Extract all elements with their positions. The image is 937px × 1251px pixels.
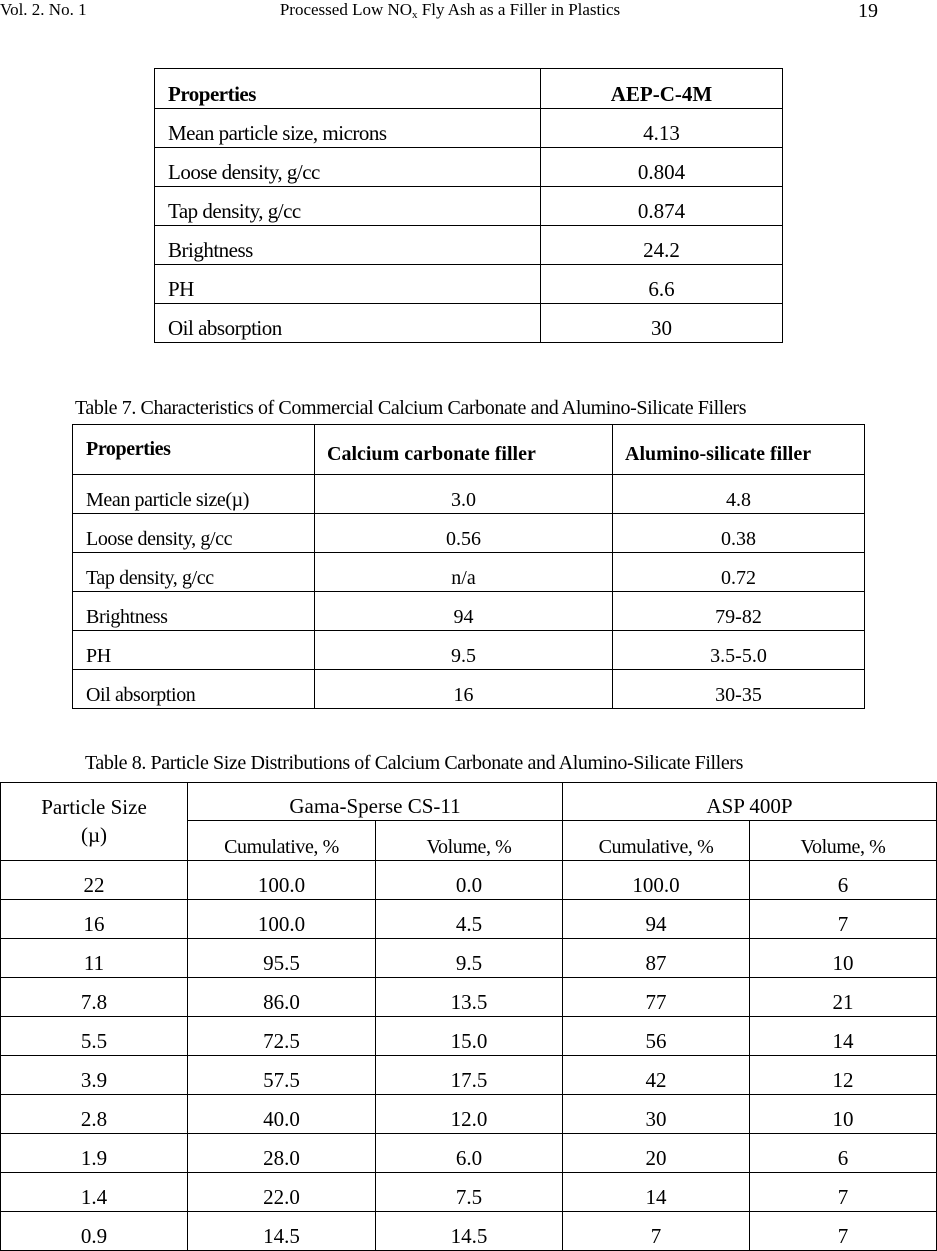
cell-value: 12.0 [376,1095,563,1134]
cell-value: 6 [750,1134,937,1173]
cell-value: 86.0 [188,978,376,1017]
cell-value: 21 [750,978,937,1017]
cell-value: 28.0 [188,1134,376,1173]
header-cell-properties: Properties [155,69,541,109]
cell-value: 94 [563,900,750,939]
row-label: Brightness [155,226,541,265]
cell-value: 17.5 [376,1056,563,1095]
row-value: 30-35 [613,670,865,709]
table8-particle-size-distribution [0,782,937,1251]
cell-particle-size: 2.8 [1,1095,188,1134]
table8-caption: Table 8. Particle Size Distributions of Calcium Carbonate and Alumino-Silicate Fillers [85,752,743,774]
cell-value: 14 [563,1173,750,1212]
cell-particle-size: 7.8 [1,978,188,1017]
table-row [1,900,937,939]
table-row [155,304,783,343]
table-row [73,475,865,514]
row-value: 3.0 [315,475,613,514]
cell-particle-size: 0.9 [1,1212,188,1251]
table-group-header-row [1,783,937,821]
row-label: Mean particle size, microns [155,109,541,148]
row-label: Brightness [73,592,315,631]
table-row [155,109,783,148]
table-row [1,939,937,978]
cell-value: 95.5 [188,939,376,978]
row-value: 16 [315,670,613,709]
cell-particle-size: 3.9 [1,1056,188,1095]
table-row [73,514,865,553]
row-label: Loose density, g/cc [155,148,541,187]
table-row [1,1056,937,1095]
table-header-row [73,425,865,475]
cell-value: 13.5 [376,978,563,1017]
cell-value: 10 [750,1095,937,1134]
table-row [1,861,937,900]
cell-value: 4.5 [376,900,563,939]
cell-value: 7 [563,1212,750,1251]
cell-value: 100.0 [188,861,376,900]
row-label: PH [155,265,541,304]
cell-value: 6 [750,861,937,900]
table7-filler-characteristics [72,424,865,709]
row-value: 0.72 [613,553,865,592]
table-row [155,265,783,304]
header-group-gama-sperse: Gama-Sperse CS-11 [188,783,563,821]
cell-particle-size: 11 [1,939,188,978]
header-cell-calcium-carbonate: Calcium carbonate filler [315,425,613,475]
cell-value: 72.5 [188,1017,376,1056]
cell-value: 7 [750,1173,937,1212]
cell-value: 20 [563,1134,750,1173]
row-value: 79-82 [613,592,865,631]
subheader-volume: Volume, % [750,821,937,861]
header-cell-particle-size [1,783,188,861]
table-row [73,592,865,631]
cell-value: 77 [563,978,750,1017]
subheader-volume: Volume, % [376,821,563,861]
row-label: Oil absorption [155,304,541,343]
row-label: Loose density, g/cc [73,514,315,553]
cell-particle-size: 1.4 [1,1173,188,1212]
subheader-cumulative: Cumulative, % [563,821,750,861]
running-title [0,0,900,21]
cell-value: 9.5 [376,939,563,978]
running-title-post: Fly Ash as a Filler in Plastics [417,0,621,19]
row-value: 4.8 [613,475,865,514]
row-label: Mean particle size(µ) [73,475,315,514]
table-row [1,1017,937,1056]
cell-value: 6.0 [376,1134,563,1173]
cell-value: 7 [750,900,937,939]
volume-label: Vol. 2. No. 1 [0,0,87,19]
cell-value: 10 [750,939,937,978]
row-label: Tap density, g/cc [155,187,541,226]
row-value: 6.6 [541,265,783,304]
row-label: Oil absorption [73,670,315,709]
table-row [73,553,865,592]
row-value: 0.38 [613,514,865,553]
row-value: 24.2 [541,226,783,265]
table-row [155,148,783,187]
row-value: 3.5-5.0 [613,631,865,670]
cell-value: 15.0 [376,1017,563,1056]
cell-particle-size: 5.5 [1,1017,188,1056]
table7-caption: Table 7. Characteristics of Commercial Calcium Carbonate and Alumino-Silicate Fillers [75,397,747,419]
cell-value: 30 [563,1095,750,1134]
properties-table-aep [154,68,783,343]
cell-value: 87 [563,939,750,978]
cell-value: 40.0 [188,1095,376,1134]
cell-value: 56 [563,1017,750,1056]
page-header [0,0,937,26]
cell-value: 22.0 [188,1173,376,1212]
row-value: 0.874 [541,187,783,226]
table-header-row [155,69,783,109]
header-cell-alumino-silicate: Alumino-silicate filler [613,425,865,475]
header-group-asp-400p: ASP 400P [563,783,937,821]
header-cell-sample: AEP-C-4M [541,69,783,109]
row-value: 0.804 [541,148,783,187]
table-row [1,978,937,1017]
table-row [73,670,865,709]
running-title-pre: Processed Low NO [279,0,413,19]
row-label: Tap density, g/cc [73,553,315,592]
cell-value: 14 [750,1017,937,1056]
row-value: 0.56 [315,514,613,553]
cell-value: 100.0 [188,900,376,939]
page-number: 19 [858,0,878,22]
cell-value: 42 [563,1056,750,1095]
table-row [73,631,865,670]
subheader-cumulative: Cumulative, % [188,821,376,861]
cell-particle-size: 1.9 [1,1134,188,1173]
cell-particle-size: 22 [1,861,188,900]
particle-size-unit: (µ) [80,823,108,847]
row-value: 30 [541,304,783,343]
cell-value: 57.5 [188,1056,376,1095]
table-row [1,1095,937,1134]
header-cell-properties: Properties [73,425,315,475]
cell-value: 7.5 [376,1173,563,1212]
table-row [155,226,783,265]
row-value: n/a [315,553,613,592]
cell-value: 7 [750,1212,937,1251]
cell-value: 12 [750,1056,937,1095]
table-row [1,1173,937,1212]
row-label: PH [73,631,315,670]
cell-value: 14.5 [188,1212,376,1251]
row-value: 94 [315,592,613,631]
table-row [1,1134,937,1173]
table-row [1,1212,937,1251]
cell-value: 0.0 [376,861,563,900]
cell-value: 14.5 [376,1212,563,1251]
table-row [155,187,783,226]
cell-value: 100.0 [563,861,750,900]
running-title-subscript: x [412,9,418,21]
particle-size-label: Particle Size [41,795,147,819]
cell-particle-size: 16 [1,900,188,939]
row-value: 4.13 [541,109,783,148]
row-value: 9.5 [315,631,613,670]
